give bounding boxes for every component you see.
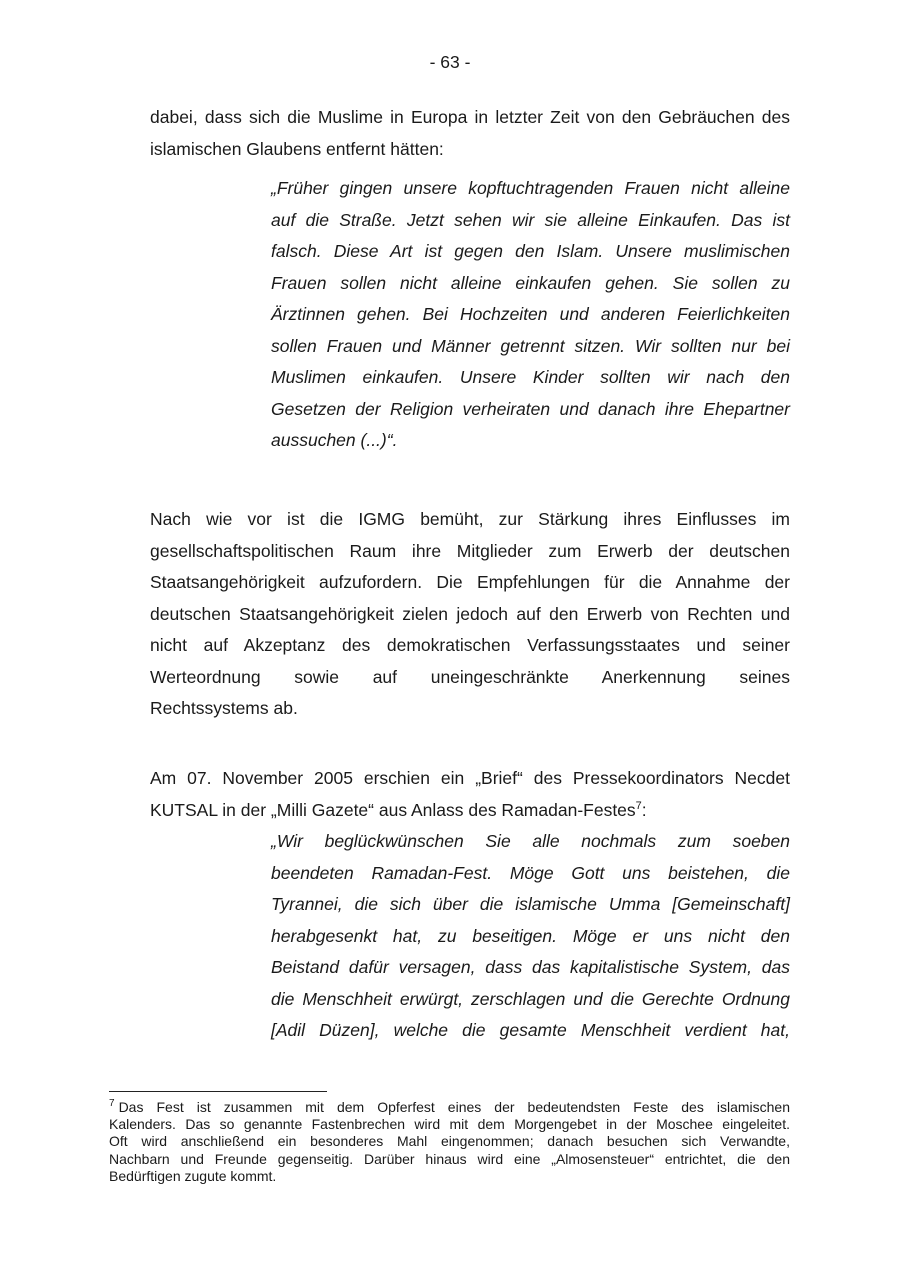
quote-line: Frauen sollen nicht alleine einkaufen gehen. Sie sollen zu bbox=[271, 272, 790, 293]
text-line: gesellschaftspolitischen Raum ihre Mitglieder zum Erwerb der deutschen bbox=[150, 540, 790, 561]
quote-line: „Wir beglückwünschen Sie alle nochmals zum soeben bbox=[271, 831, 790, 851]
quote-line: Muslimen einkaufen. Unsere Kinder sollten wir nach den bbox=[271, 367, 790, 387]
quote-line: „Früher gingen unsere kopftuchtragenden Frauen nicht alleine bbox=[271, 178, 790, 198]
footnote-reference[interactable]: 7 bbox=[635, 799, 642, 812]
footnote-divider bbox=[109, 1091, 327, 1092]
footnote-line: Bedürftigen zugute kommt. bbox=[109, 1167, 277, 1184]
quote-line: auf die Straße. Jetzt sehen wir sie alleine Einkaufen. Das ist bbox=[271, 209, 790, 230]
text-segment: KUTSAL in der „Milli Gazete“ aus Anlass des Ramadan-Festes bbox=[150, 799, 636, 820]
quote-line: falsch. Diese Art ist gegen den Islam. Unsere muslimischen bbox=[271, 241, 790, 261]
paragraph-intro bbox=[150, 102, 790, 165]
text-line: nicht auf Akzeptanz des demokratischen Verfassungsstaates und seiner bbox=[150, 635, 790, 655]
text-line: Am 07. November 2005 erschien ein „Brief“ des Pressekoordinators Necdet bbox=[150, 768, 790, 788]
text-segment: : bbox=[641, 799, 647, 820]
footnote-line: Nachbarn und Freunde gegenseitig. Darüber hinaus wird eine „Almosensteuer“ entrichtet, die den bbox=[109, 1150, 790, 1167]
quote-line: Tyrannei, die sich über die islamische Umma [Gemeinschaft] bbox=[271, 894, 790, 914]
quote-line: herabgesenkt hat, zu beseitigen. Möge er uns nicht den bbox=[271, 925, 790, 946]
text-line: Rechtssystems ab. bbox=[150, 698, 298, 718]
quote-line: Beistand dafür versagen, dass das kapitalistische System, das bbox=[271, 957, 790, 977]
footnote-line bbox=[109, 1099, 790, 1116]
footnote-line: Oft wird anschließend ein besonderes Mahl eingenommen; danach besuchen sich Verwandte, bbox=[109, 1133, 790, 1150]
quote-line: die Menschheit erwürgt, zerschlagen und die Gerechte Ordnung bbox=[271, 988, 790, 1009]
text-line bbox=[150, 795, 790, 827]
quote-line: Ärztinnen gehen. Bei Hochzeiten und anderen Feierlichkeiten bbox=[271, 304, 790, 324]
text-line: islamischen Glaubens entfernt hätten: bbox=[150, 138, 444, 159]
quote-line: Gesetzen der Religion verheiraten und danach ihre Ehepartner bbox=[271, 398, 790, 419]
quote-line: aussuchen (...)“. bbox=[271, 430, 398, 450]
block-quote-1 bbox=[271, 173, 790, 457]
quote-line: beendeten Ramadan-Fest. Möge Gott uns beistehen, die bbox=[271, 862, 790, 883]
page-number: - 63 - bbox=[429, 52, 471, 72]
paragraph-brief bbox=[150, 763, 790, 826]
block-quote-2 bbox=[271, 826, 790, 1047]
text-line: deutschen Staatsangehörigkeit zielen jedoch auf den Erwerb von Rechten und bbox=[150, 603, 790, 624]
footnote-line: Kalenders. Das so genannte Fastenbrechen wird mit dem Morgengebet in der Moschee eingeleitet. bbox=[109, 1116, 790, 1133]
text-line: Nach wie vor ist die IGMG bemüht, zur Stärkung ihres Einflusses im bbox=[150, 509, 790, 529]
footnote bbox=[109, 1099, 790, 1185]
text-line: Staatsangehörigkeit aufzufordern. Die Empfehlungen für die Annahme der bbox=[150, 572, 790, 592]
footnote-text: Das Fest ist zusammen mit dem Opferfest eines der bedeutendsten Feste des islamischen bbox=[118, 1099, 790, 1115]
quote-line: sollen Frauen und Männer getrennt sitzen. Wir sollten nur bei bbox=[271, 335, 790, 356]
quote-line: [Adil Düzen], welche die gesamte Menschheit verdient hat, bbox=[271, 1020, 790, 1040]
text-line: Werteordnung sowie auf uneingeschränkte Anerkennung seines bbox=[150, 666, 790, 687]
text-line: dabei, dass sich die Muslime in Europa in letzter Zeit von den Gebräuchen des bbox=[150, 107, 790, 127]
footnote-mark: 7 bbox=[109, 1098, 115, 1110]
paragraph-igmg bbox=[150, 504, 790, 725]
